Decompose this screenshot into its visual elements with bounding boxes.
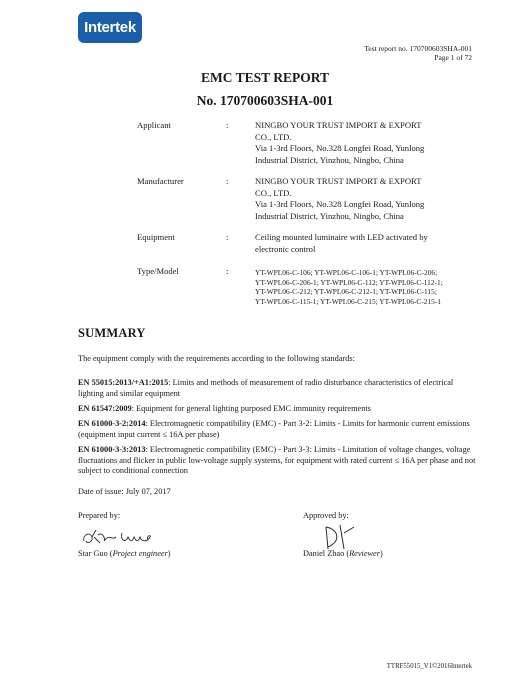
equipment-line: Ceiling mounted luminaire with LED activated by bbox=[255, 232, 428, 242]
prepared-signature bbox=[80, 525, 160, 549]
type-model-colon: : bbox=[226, 266, 229, 276]
manufacturer-colon: : bbox=[226, 176, 229, 186]
manufacturer-line: NINGBO YOUR TRUST IMPORT & EXPORT bbox=[255, 176, 422, 186]
standard-text: : Equipment for general lighting purposed EMC immunity requirements bbox=[131, 404, 371, 413]
type-model-value bbox=[255, 268, 485, 306]
standard-item bbox=[78, 378, 478, 399]
equipment-value bbox=[255, 232, 470, 255]
type-model-line: YT-WPL06-C-106; YT-WPL06-C-106-1; YT-WPL06-C-206; bbox=[255, 268, 438, 277]
equipment-line: electronic control bbox=[255, 243, 316, 254]
manufacturer-label: Manufacturer bbox=[137, 176, 184, 186]
approver-role: Reviewer bbox=[349, 549, 380, 558]
standard-code: EN 61547:2009 bbox=[78, 404, 132, 413]
report-number-line: Test report no. 170700603SHA-001 bbox=[364, 44, 472, 53]
equipment-colon: : bbox=[226, 232, 229, 242]
report-title: EMC TEST REPORT bbox=[200, 70, 330, 85]
type-model-label: Type/Model bbox=[137, 266, 179, 276]
type-model-line: YT-WPL06-C-206-1; YT-WPL06-C-112; YT-WPL06-C-112-1; bbox=[255, 277, 443, 287]
date-of-issue: Date of issue: July 07, 2017 bbox=[78, 487, 171, 496]
footer-code: TTRF55015_V1©2016Intertek bbox=[386, 663, 472, 670]
applicant-line: NINGBO YOUR TRUST IMPORT & EXPORT bbox=[255, 120, 422, 130]
standard-code: EN 61000-3-3:2013 bbox=[78, 445, 146, 454]
standard-item bbox=[78, 404, 478, 415]
applicant-line: Industrial District, Yinzhou, Ningbo, China bbox=[255, 154, 404, 165]
page-number-line: Page 1 of 72 bbox=[434, 53, 472, 62]
applicant-line: CO., LTD. bbox=[255, 131, 292, 142]
standard-text: : Limits and methods of measurement of radio disturbance characteristics of electrical lighting and similar equipment bbox=[78, 378, 454, 398]
standard-code: EN 55015:2013/+A1:2015 bbox=[78, 378, 169, 387]
preparer-name: Star Guo bbox=[78, 549, 108, 558]
approved-by-label: Approved by: bbox=[303, 511, 349, 520]
manufacturer-line: CO., LTD. bbox=[255, 187, 292, 198]
summary-intro: The equipment comply with the requirements according to the following standards: bbox=[78, 354, 355, 363]
prepared-by-label: Prepared by: bbox=[78, 511, 121, 520]
report-number-title: No. 170700603SHA-001 bbox=[196, 93, 334, 108]
prepared-by-name: Star Guo (Project engineer) bbox=[78, 549, 171, 558]
report-reference bbox=[364, 44, 472, 62]
standard-text: : Electromagnetic compatibility (EMC) - Part 3-2: Limits - Limits for harmonic current emissions (equipment input current ≤ 16A per phase) bbox=[78, 419, 470, 439]
applicant-colon: : bbox=[226, 120, 229, 130]
type-model-line: YT-WPL06-C-212; YT-WPL06-C-212-1; YT-WPL06-C-115; bbox=[255, 287, 437, 297]
standard-text: : Electromagnetic compatibility (EMC) - Part 3-3: Limits - Limitation of voltage changes, voltage fluctuations and flicker in public low-voltage supply systems, for equipment with rated current ≤ 16A per phase and not subject to conditional connection bbox=[78, 445, 476, 476]
manufacturer-value bbox=[255, 176, 470, 222]
intertek-logo: Intertek bbox=[78, 12, 142, 43]
approver-name: Daniel Zhao bbox=[303, 549, 345, 558]
manufacturer-line: Industrial District, Yinzhou, Ningbo, China bbox=[255, 210, 404, 221]
preparer-role: Project engineer bbox=[112, 549, 168, 558]
applicant-label: Applicant bbox=[137, 120, 171, 130]
applicant-value bbox=[255, 120, 470, 166]
manufacturer-line: Via 1-3rd Floors, No.328 Longfei Road, Yunlong bbox=[255, 199, 425, 209]
applicant-line: Via 1-3rd Floors, No.328 Longfei Road, Yunlong bbox=[255, 143, 425, 153]
type-model-line: YT-WPL06-C-115-1; YT-WPL06-C-215; YT-WPL06-C-215-1 bbox=[255, 296, 441, 306]
standard-item bbox=[78, 445, 478, 477]
summary-heading: SUMMARY bbox=[78, 326, 146, 340]
standard-item bbox=[78, 419, 478, 440]
standard-code: EN 61000-3-2:2014 bbox=[78, 419, 146, 428]
equipment-label: Equipment bbox=[137, 232, 175, 242]
approved-by-name: Daniel Zhao (Reviewer) bbox=[303, 549, 383, 558]
